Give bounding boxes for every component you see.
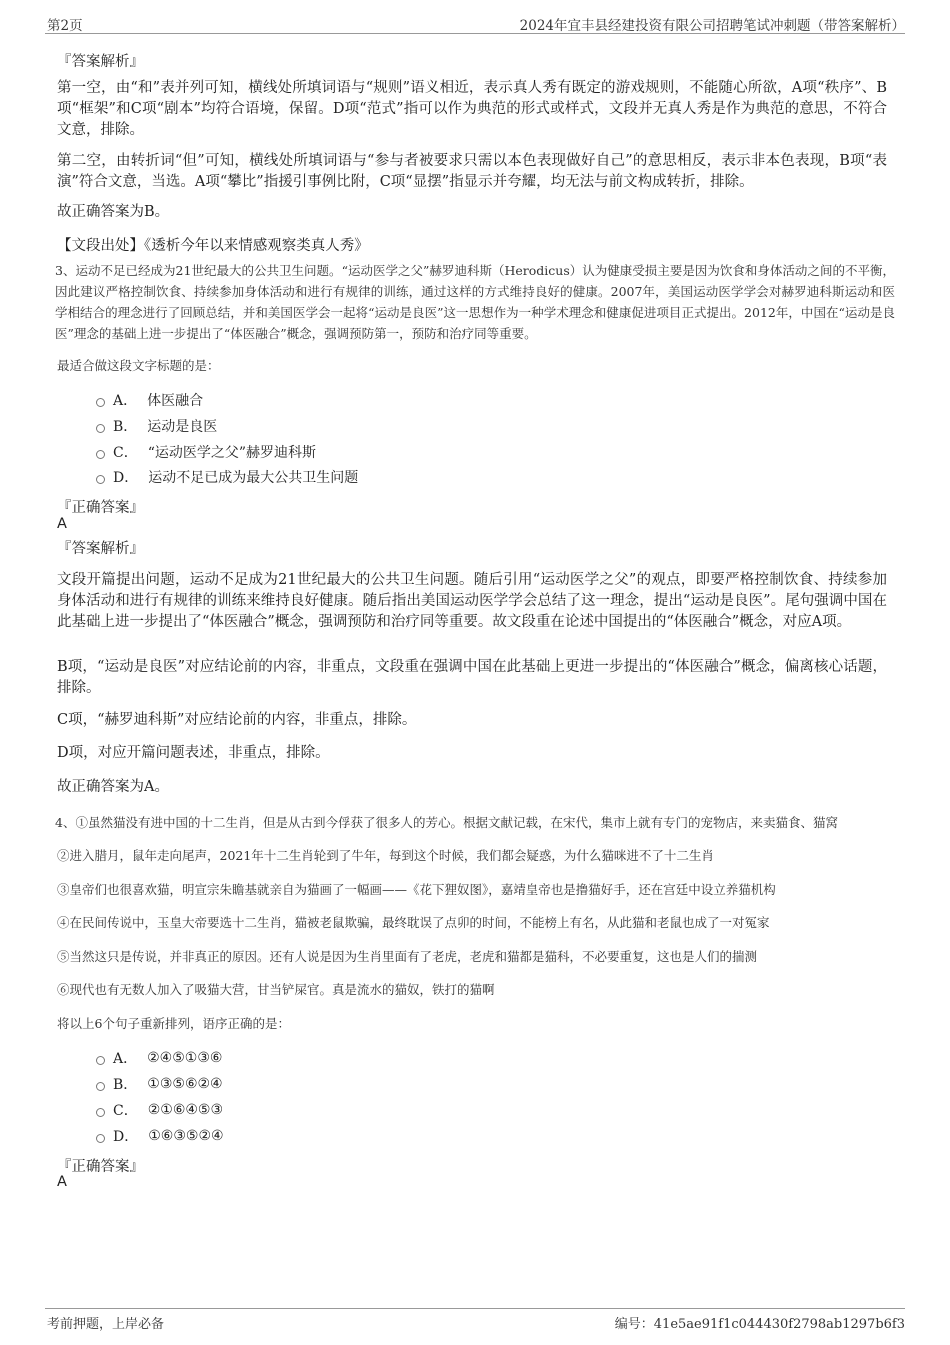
option-d[interactable] (96, 467, 358, 487)
sentence-4: ④在民间传说中，玉皇大帝要选十二生肖，猫被老鼠欺骗，最终耽误了点卯的时间，不能榜上有名，从此猫和老鼠也成了一对冤家 (57, 915, 770, 930)
analysis-paragraph: B项，“运动是良医”对应结论前的内容，非重点，文段重在强调中国在此基础上更进一步提出的“体医融合”概念，偏离核心话题，排除。 (57, 659, 887, 696)
answer-label: 『正确答案』 (57, 1159, 144, 1175)
analysis-conclusion: 故正确答案为A。 (57, 779, 169, 795)
source-citation: 【文段出处】《透析今年以来情感观察类真人秀》 (57, 238, 369, 254)
footer-divider (45, 1308, 905, 1309)
option-letter: C． (113, 445, 138, 461)
option-text: 运动不足已成为最大公共卫生问题 (148, 470, 359, 486)
footer-slogan: 考前押题，上岸必备 (47, 1317, 165, 1332)
analysis-label: 『答案解析』 (57, 541, 144, 557)
question-prompt: 将以上6个句子重新排列，语序正确的是： (57, 1016, 290, 1031)
option-a[interactable] (96, 390, 203, 410)
option-a[interactable] (96, 1048, 222, 1068)
option-text: ②④⑤①③⑥ (147, 1050, 223, 1066)
sentence-6: ⑥现代也有无数人加入了吸猫大营，甘当铲屎官。真是流水的猫奴，铁打的猫啊 (57, 982, 495, 997)
radio-icon[interactable] (96, 424, 105, 433)
option-text: ②①⑥④⑤③ (147, 1102, 224, 1118)
sentence-3: ③皇帝们也很喜欢猫，明宣宗朱瞻基就亲自为猫画了一幅画——《花下狸奴图》，嘉靖皇帝也是撸猫好手，还在宫廷中设立养猫机构 (57, 882, 776, 897)
answer-label: 『正确答案』 (57, 500, 144, 516)
header-divider (45, 33, 905, 34)
analysis-paragraph: 文段开篇提出问题，运动不足成为21世纪最大的公共卫生问题。随后引用“运动医学之父”的观点，即要严格控制饮食、持续参加身体活动和进行有规律的训练来维持良好健康。随后指出美国运动医学学会总结了这一理念，提出“运动是良医”。尾句强调中国在此基础上进一步提出了“体医融合”概念，强调预防和治疗同等重要。故文段重在论述中国提出的“体医融合”概念，对应A项。 (57, 572, 887, 630)
option-d[interactable] (96, 1126, 224, 1146)
option-text: 运动是良医 (147, 419, 218, 435)
option-c[interactable] (96, 1100, 223, 1120)
document-title: 2024年宜丰县经建投资有限公司招聘笔试冲刺题（带答案解析） (519, 18, 905, 34)
answer-value: A (57, 1174, 67, 1190)
page-number: 第2页 (47, 18, 83, 34)
question-stem: 3、运动不足已经成为21世纪最大的公共卫生问题。“运动医学之父”赫罗迪科斯（Herodicus）认为健康受损主要是因为饮食和身体活动之间的不平衡，因此建议严格控制饮食、持续参加身体活动和进行有规律的训练，通过这样的方式维持良好的健康。2007年，美国运动医学学会对赫罗迪科斯运动和医学相结合的理念进行了回顾总结，并和美国医学会一起将“运动是良医”这一思想作为一种学术理念和健康促进项目正式提出。2012年，中国在“运动是良医”理念的基础上进一步提出了“体医融合”概念，强调预防第一，预防和治疗同等重要。 (55, 263, 895, 341)
analysis-paragraph: D项，对应开篇问题表述，非重点，排除。 (57, 745, 330, 761)
analysis-paragraph: C项，“赫罗迪科斯”对应结论前的内容，非重点，排除。 (57, 712, 417, 728)
analysis-paragraph: 第一空，由“和”表并列可知，横线处所填词语与“规则”语义相近，表示真人秀有既定的游戏规则，不能随心所欲，A项“秩序”、B项“框架”和C项“剧本”均符合语境，保留。D项“范式”指可以作为典范的形式或样式，文段并无真人秀是作为典范的意思，不符合文意，排除。 (57, 80, 887, 138)
radio-icon[interactable] (96, 1108, 105, 1117)
radio-icon[interactable] (96, 398, 105, 407)
option-letter: D． (113, 1129, 139, 1145)
option-text: “运动医学之父”赫罗迪科斯 (147, 445, 317, 461)
option-text: ①⑥③⑤②④ (148, 1128, 224, 1144)
analysis-conclusion: 故正确答案为B。 (57, 204, 170, 220)
option-letter: A． (113, 1051, 138, 1067)
option-text: ①③⑤⑥②④ (147, 1076, 223, 1092)
option-c[interactable] (96, 442, 316, 462)
radio-icon[interactable] (96, 475, 105, 484)
option-letter: A． (113, 393, 138, 409)
option-b[interactable] (96, 416, 217, 436)
answer-value: A (57, 516, 67, 532)
radio-icon[interactable] (96, 450, 105, 459)
option-letter: D． (113, 470, 139, 486)
analysis-label: 『答案解析』 (57, 54, 144, 70)
document-code: 编号：41e5ae91f1c044430f2798ab1297b6f3 (614, 1317, 905, 1332)
option-b[interactable] (96, 1074, 223, 1094)
option-letter: B． (113, 1077, 138, 1093)
option-text: 体医融合 (147, 393, 204, 409)
radio-icon[interactable] (96, 1134, 105, 1143)
sentence-5: ⑤当然这只是传说，并非真正的原因。还有人说是因为生肖里面有了老虎，老虎和猫都是猫科，不必要重复，这也是人们的揣测 (57, 949, 758, 964)
question-prompt: 最适合做这段文字标题的是： (57, 358, 220, 373)
sentence-2: ②进入腊月，鼠年走向尾声，2021年十二生肖轮到了牛年，每到这个时候，我们都会疑惑，为什么猫咪进不了十二生肖 (57, 848, 714, 863)
sentence-1: 4、①虽然猫没有进中国的十二生肖，但是从古到今俘获了很多人的芳心。根据文献记载，在宋代，集市上就有专门的宠物店，来卖猫食、猫窝 (55, 815, 838, 830)
option-letter: B． (113, 419, 138, 435)
analysis-paragraph: 第二空，由转折词“但”可知，横线处所填词语与“参与者被要求只需以本色表现做好自己”的意思相反，表示非本色表现，B项“表演”符合文意，当选。A项“攀比”指援引事例比附，C项“显摆”指显示并夸耀，均无法与前文构成转折，排除。 (57, 153, 887, 190)
radio-icon[interactable] (96, 1082, 105, 1091)
radio-icon[interactable] (96, 1056, 105, 1065)
option-letter: C． (113, 1103, 138, 1119)
